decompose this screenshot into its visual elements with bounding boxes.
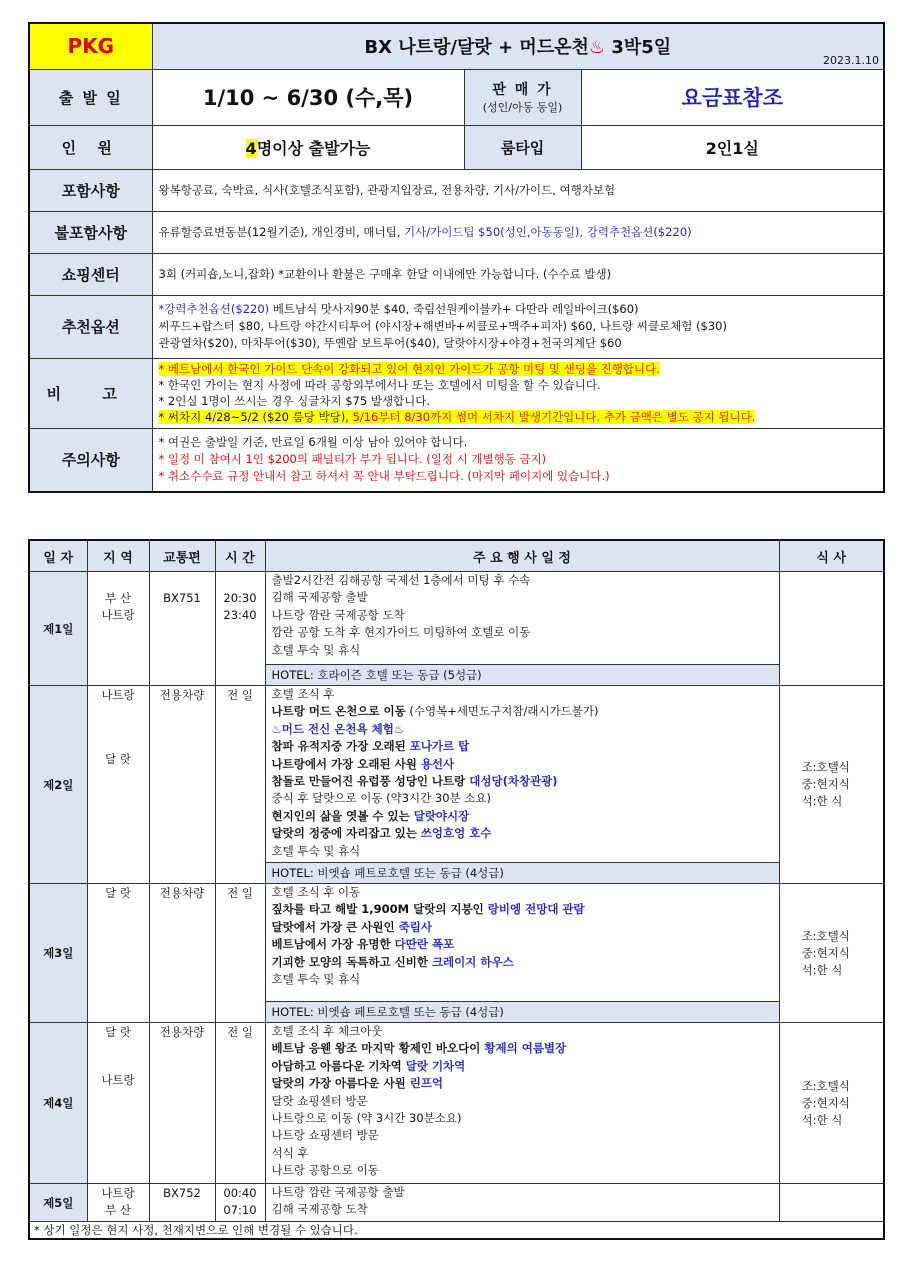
region-line: 나트랑 (101, 1072, 135, 1087)
day2-region (87, 686, 149, 884)
itinerary-line: 호텔 조식 후 체크아웃 (271, 1024, 383, 1038)
day4-region (87, 1023, 149, 1184)
remarks-label: 비 고 (29, 358, 152, 428)
day2-hotel: HOTEL: 비엣숍 페트로호텔 또는 동급 (4성급) (265, 863, 779, 884)
itinerary-line: 나트랑 쇼핑센터 방문 (271, 1128, 379, 1143)
departure-value: 1/10 ~ 6/30 (수,목) (152, 69, 464, 125)
excluded-text: 유류할증료변동분(12월기준), 개인경비, 매너팁, (158, 224, 404, 239)
remarks-line-2: * 한국인 가이는 현지 사정에 따라 공항외부에서나 또는 호텔에서 미팅을 할 수 있습니다. (158, 378, 601, 392)
attraction-name: 달랏야시장 (413, 808, 470, 823)
time-line: 23:40 (223, 607, 257, 622)
remarks-line-1: * 베트남에서 한국인 가이드 단속이 강화되고 있어 현지인 가이드가 공항 미팅 및 샌딩을 진행합니다. (158, 362, 660, 376)
options-line-2: 씨푸드+랍스터 $80, 나트랑 야간시티투어 (야시장+해변바+씨클로+맥주+피자) $60, 나트랑 씨클로체험 ($30) (158, 319, 727, 333)
day2-meals (779, 686, 884, 884)
day3-region: 달 랏 (87, 884, 149, 1023)
day3-meals (779, 884, 884, 1023)
options-line-1: 베트남식 맛사지90분 $40, 죽림선원케이블카+ 다딴라 레일바이크($60) (269, 302, 639, 316)
day2-label: 제2일 (29, 686, 87, 884)
remarks-line-4a: * 써차지 4/28~5/2 ($20 룸당 박당), (158, 410, 353, 424)
departure-label: 출 발 일 (29, 69, 152, 125)
meal-line: 중:현지식 (801, 1095, 850, 1110)
day4-row (29, 1023, 884, 1184)
itinerary-line: 호텔 투숙 및 휴식 (271, 972, 361, 987)
time-line: 20:30 (223, 591, 257, 605)
day4-itinerary (265, 1023, 779, 1184)
day4-transport: 전용차량 (149, 1023, 215, 1184)
itinerary-line: 김해 국제공항 출발 (271, 590, 368, 605)
attraction-name: 쓰엉흐엉 호수 (420, 826, 492, 841)
title-suffix: 3박5일 (605, 37, 672, 59)
itinerary-bold: 달랏의 정중에 자리잡고 있는 (271, 826, 421, 841)
included-label: 포함사항 (29, 169, 152, 211)
itinerary-bold: 참돌로 만들어진 유럽풍 성당인 나트랑 (271, 774, 470, 789)
itinerary-line: 나트랑 깜란 국제공항 도착 (271, 607, 405, 622)
itinerary-line: 나트랑 깜란 국제공항 출발 (271, 1185, 405, 1199)
options-value (152, 295, 884, 358)
meal-line: 조:호텔식 (801, 928, 850, 943)
col-meals: 식 사 (779, 540, 884, 572)
day1-itinerary (265, 572, 779, 665)
region-line: 부 산 (105, 591, 131, 605)
mud-bath-highlight: ♨머드 전신 온천욕 체험♨ (271, 721, 405, 736)
price-sub: (성인/아동 동일) (482, 101, 563, 114)
day5-region (87, 1184, 149, 1222)
day3-time: 전 일 (215, 884, 265, 1023)
schedule-header (29, 540, 884, 572)
people-label: 인 원 (29, 125, 152, 169)
attraction-name: 용선사 (420, 756, 455, 771)
day2-transport: 전용차량 (149, 686, 215, 884)
hot-spring-icon: ♨ (588, 37, 606, 59)
schedule-footnote: * 상기 일정은 현지 사정, 천재지변으로 인해 변경될 수 있습니다. (29, 1222, 884, 1240)
attraction-name: 린프억 (409, 1076, 444, 1091)
attraction-name: 대성당(차창관광) (469, 774, 558, 789)
title-text: BX 나트랑/달랏 + 머드온천 (364, 37, 589, 59)
itinerary-line: 호텔 투숙 및 휴식 (271, 642, 361, 657)
attraction-name: 황제의 여름별장 (484, 1041, 567, 1056)
time-line: 00:40 (223, 1186, 257, 1200)
region-line: 나트랑 (101, 1186, 135, 1200)
meal-line: 석:한 식 (801, 1112, 843, 1127)
itinerary-line: 석식 후 (271, 1145, 309, 1160)
package-info-table (28, 22, 885, 493)
day3-transport: 전용차량 (149, 884, 215, 1023)
attraction-name: 포나가르 탑 (409, 739, 470, 754)
footnote-row (29, 1222, 884, 1240)
itinerary-bold: 아담하고 아름다운 기차역 (271, 1058, 406, 1073)
day4-label: 제4일 (29, 1023, 87, 1184)
day3-label: 제3일 (29, 884, 87, 1023)
day5-time (215, 1184, 265, 1222)
meal-line: 조:호텔식 (801, 760, 850, 774)
room-label: 룸타입 (464, 125, 581, 169)
itinerary-line: 호텔 조식 후 (271, 687, 335, 701)
day2-itinerary (265, 686, 779, 863)
itinerary-bold: 나트랑에서 가장 오래된 사원 (271, 756, 421, 771)
day3-row (29, 884, 884, 1002)
region-line: 나트랑 (101, 607, 135, 622)
itinerary-line: 호텔 조식 후 이동 (271, 885, 361, 899)
col-region: 지 역 (87, 540, 149, 572)
caution-line-2: * 일정 미 참여시 1인 $200의 패널티가 부가 됩니다. (일정 시 개별행동 금지) (158, 452, 547, 467)
itinerary-bold: 달랏의 가장 아름다운 사원 (271, 1076, 410, 1091)
day1-meals (779, 572, 884, 686)
excluded-label: 불포함사항 (29, 211, 152, 253)
time-line: 07:10 (223, 1202, 257, 1217)
day3-itinerary (265, 884, 779, 1002)
itinerary-line: 깜란 공항 도착 후 현지가이드 미팅하여 호텔로 이동 (271, 625, 531, 640)
day1-region (87, 572, 149, 686)
day5-row (29, 1184, 884, 1222)
meal-line: 중:현지식 (801, 777, 850, 791)
people-value-cell (152, 125, 464, 169)
meal-line: 석:한 식 (801, 794, 843, 808)
room-value: 2인1실 (581, 125, 884, 169)
caution-label: 주의사항 (29, 428, 152, 492)
itinerary-bold: 베트남 응웬 왕조 마지막 황제인 바오다이 (271, 1041, 485, 1056)
attraction-name: 죽림사 (398, 919, 432, 934)
options-line-3: 관광열차($20), 마차투어($30), 뚜옌람 보트투어($40), 달랏야시장+야경+천국의계단 $60 (158, 336, 622, 350)
remarks-line-3: * 2인실 1명이 쓰시는 경우 싱글차지 $75 발생합니다. (158, 394, 431, 408)
itinerary-bold: 기괴한 모양의 독특하고 신비한 (271, 954, 432, 969)
excluded-value (152, 211, 884, 253)
excluded-tips: 기사/가이드팁 $50(성인,아동동일), 강력추천옵션($220) (404, 224, 692, 239)
itinerary-line: 달랏 쇼핑센터 방문 (271, 1093, 368, 1108)
itinerary-line: 중식 후 달랏으로 이동 (약3시간 30분 소요) (271, 791, 491, 806)
region-line: 달 랏 (105, 1025, 131, 1039)
itinerary-bold: 짚차를 타고 해발 1,900M 달랏의 지붕인 (271, 902, 488, 917)
shopping-value: 3회 (커피숍,노니,잡화) *교환이나 환불은 구매후 한달 이내에만 가능합니다. (수수료 발생) (152, 253, 884, 295)
day5-label: 제5일 (29, 1184, 87, 1222)
itinerary-note: (수영복+세면도구지참/래시가드불가) (405, 704, 599, 719)
schedule-table (28, 539, 885, 1240)
col-time: 시 간 (215, 540, 265, 572)
col-date: 일 자 (29, 540, 87, 572)
day1-transport: BX751 (149, 572, 215, 686)
day3-hotel: HOTEL: 비엣숍 페트로호텔 또는 동급 (4성급) (265, 1002, 779, 1023)
caution-value (152, 428, 884, 492)
itinerary-bold: 나트랑 머드 온천으로 이동 (271, 704, 406, 719)
remarks-value (152, 358, 884, 428)
day1-row (29, 572, 884, 665)
people-value: 명이상 출발가능 (256, 138, 371, 158)
attraction-name: 달랏 기차역 (405, 1058, 466, 1073)
itinerary-bold: 베트남에서 가장 유명한 (271, 937, 395, 952)
itinerary-line: 나트랑으로 이동 (약 3시간 30분소요) (271, 1111, 462, 1126)
shopping-label: 쇼핑센터 (29, 253, 152, 295)
issue-date: 2023.1.10 (823, 53, 880, 67)
itinerary-bold: 현지인의 삶을 엿볼 수 있는 (271, 808, 414, 823)
attraction-name: 크레이지 하우스 (431, 954, 514, 969)
day2-time: 전 일 (215, 686, 265, 884)
price-label-cell (464, 69, 581, 125)
people-num: 4 (245, 138, 257, 158)
day2-row (29, 686, 884, 863)
meal-line: 석:한 식 (801, 962, 843, 977)
itinerary-line: 나트랑 공항으로 이동 (271, 1163, 379, 1178)
day5-meals (779, 1184, 884, 1222)
region-line: 나트랑 (101, 688, 135, 702)
included-value: 왕복항공료, 숙박료, 식사(호텔조식포함), 관광지입장료, 전용차량, 기사/가이드, 여행자보험 (152, 169, 884, 211)
day4-meals (779, 1023, 884, 1184)
day1-label: 제1일 (29, 572, 87, 686)
region-line: 부 산 (105, 1202, 131, 1217)
options-label: 추천옵션 (29, 295, 152, 358)
package-title (152, 23, 884, 69)
remarks-line-4b: 5/16부터 8/30까지 썸머 서차지 발생기간입니다. 추가 금액은 별도 공지 됩니다. (352, 410, 756, 424)
day5-itinerary (265, 1184, 779, 1222)
meal-line: 중:현지식 (801, 945, 850, 960)
col-itinerary: 주 요 행 사 일 정 (265, 540, 779, 572)
attraction-name: 랑비엥 전망대 관람 (487, 902, 585, 917)
itinerary-line: 호텔 투숙 및 휴식 (271, 843, 361, 858)
price-label: 판 매 가 (492, 82, 553, 98)
day1-time (215, 572, 265, 686)
itinerary-line: 출발2시간전 김해공항 국제선 1층에서 미팅 후 수속 (271, 573, 531, 587)
price-value: 요금표참조 (581, 69, 884, 125)
day5-transport: BX752 (149, 1184, 215, 1222)
day4-time: 전 일 (215, 1023, 265, 1184)
pkg-badge: PKG (29, 23, 152, 69)
day1-hotel: HOTEL: 호라이즌 호텔 또는 동급 (5성급) (265, 665, 779, 686)
region-line: 달 랏 (105, 751, 131, 766)
meal-line: 조:호텔식 (801, 1078, 850, 1093)
itinerary-line: 김해 국제공항 도착 (271, 1202, 368, 1217)
itinerary-bold: 달랏에서 가장 큰 사원인 (271, 919, 399, 934)
itinerary-bold: 참파 유적지중 가장 오래된 (271, 739, 410, 754)
caution-line-1: * 여권은 출발일 기준, 만료일 6개월 이상 남아 있어야 합니다. (158, 435, 468, 450)
options-recommended: *강력추천옵션($220) (158, 302, 270, 316)
caution-line-3: * 취소수수료 규정 안내서 참고 하셔서 꼭 안내 부탁드립니다. (마지막 페이지에 있습니다.) (158, 469, 610, 484)
attraction-name: 다딴란 폭포 (394, 937, 455, 952)
col-transport: 교통편 (149, 540, 215, 572)
